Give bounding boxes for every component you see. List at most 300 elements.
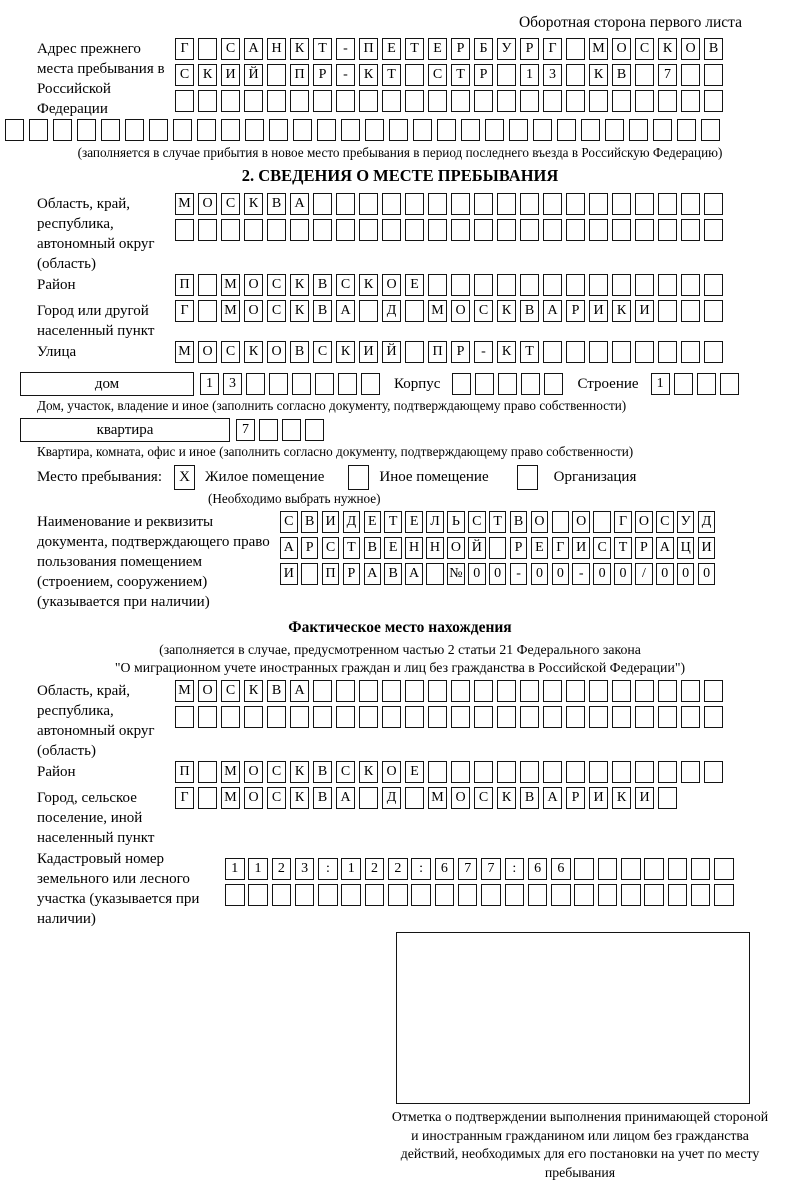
- char-cell: -: [572, 563, 590, 585]
- char-cell: В: [267, 680, 286, 702]
- char-cell: №: [447, 563, 465, 585]
- char-cell: М: [175, 193, 194, 215]
- char-cell: О: [635, 511, 653, 533]
- char-cell: [290, 706, 309, 728]
- char-cell-row: [175, 787, 677, 809]
- char-cell: И: [635, 787, 654, 809]
- char-cell: С: [267, 300, 286, 322]
- actual-region-field: [37, 680, 800, 761]
- char-cell: [551, 884, 571, 906]
- char-cell: 0: [593, 563, 611, 585]
- char-cell: 6: [551, 858, 571, 880]
- char-cell: О: [382, 761, 401, 783]
- char-cell: [413, 119, 432, 141]
- char-cell-row: [175, 680, 723, 702]
- char-cell: У: [497, 38, 516, 60]
- char-cell: [704, 680, 723, 702]
- char-cell: [543, 219, 562, 241]
- char-cell: [589, 274, 608, 296]
- char-cell: [635, 219, 654, 241]
- char-cell: [336, 90, 355, 112]
- char-cell: [336, 706, 355, 728]
- char-cell: :: [505, 858, 525, 880]
- char-cell: [635, 761, 654, 783]
- char-cell: [612, 761, 631, 783]
- char-cell: А: [656, 537, 674, 559]
- char-cell-row: [175, 274, 723, 296]
- char-cell: М: [221, 761, 240, 783]
- char-cell: [566, 706, 585, 728]
- char-cell: К: [359, 761, 378, 783]
- char-cell: [474, 706, 493, 728]
- char-cell: [704, 341, 723, 363]
- char-cell: К: [198, 64, 217, 86]
- char-cell: У: [677, 511, 695, 533]
- char-cell: [593, 511, 611, 533]
- char-cell: Н: [267, 38, 286, 60]
- char-cell: [543, 341, 562, 363]
- char-cell: [359, 90, 378, 112]
- actual-region-rows: [175, 680, 723, 732]
- char-cell: И: [359, 341, 378, 363]
- char-cell: [497, 193, 516, 215]
- char-cell: [428, 761, 447, 783]
- char-cell: [411, 884, 431, 906]
- char-cell: О: [198, 341, 217, 363]
- char-cell-row: [175, 300, 723, 322]
- char-cell: [245, 119, 264, 141]
- char-cell: [704, 761, 723, 783]
- char-cell-row: [280, 563, 715, 585]
- char-cell: [428, 274, 447, 296]
- char-cell: [435, 884, 455, 906]
- char-cell: 7: [481, 858, 501, 880]
- char-cell: 0: [468, 563, 486, 585]
- char-cell: С: [468, 511, 486, 533]
- char-cell: С: [656, 511, 674, 533]
- char-cell: [566, 761, 585, 783]
- char-cell: [704, 64, 723, 86]
- char-cell: [635, 274, 654, 296]
- cadastre-label: Кадастровый номер земельного или лесного участка (указывается при наличии): [37, 851, 200, 927]
- char-cell-row: [175, 761, 723, 783]
- char-cell: Т: [614, 537, 632, 559]
- char-cell: К: [612, 300, 631, 322]
- char-cell: [566, 274, 585, 296]
- char-cell: К: [244, 341, 263, 363]
- char-cell: [629, 119, 648, 141]
- house-row: [20, 372, 800, 396]
- char-cell: [704, 706, 723, 728]
- char-cell: [589, 341, 608, 363]
- char-cell: [481, 884, 501, 906]
- char-cell: [198, 38, 217, 60]
- char-cell: 1: [248, 858, 268, 880]
- char-cell: [101, 119, 120, 141]
- prev-address-field: [37, 38, 800, 119]
- confirmation-stamp-caption: Отметка о подтверждении выполнения принимающей стороной и иностранным гражданином или лицом без гражданства действий, необходимых для его постановки на учет по месту пребывания: [391, 1109, 769, 1180]
- option-organization-label: Организация: [553, 469, 637, 485]
- char-cell: [543, 680, 562, 702]
- confirmation-stamp-box: [396, 932, 750, 1104]
- char-cell: А: [336, 787, 355, 809]
- char-cell: С: [474, 300, 493, 322]
- char-cell: [520, 680, 539, 702]
- char-cell: С: [474, 787, 493, 809]
- char-cell: [474, 680, 493, 702]
- cadastre-rows: [225, 848, 734, 910]
- char-cell: 1: [520, 64, 539, 86]
- char-cell: 1: [341, 858, 361, 880]
- char-cell: [498, 373, 517, 395]
- char-cell: К: [589, 64, 608, 86]
- char-cell: [244, 90, 263, 112]
- char-cell: [301, 563, 319, 585]
- char-cell: [313, 706, 332, 728]
- char-cell: Г: [614, 511, 632, 533]
- char-cell: О: [572, 511, 590, 533]
- prev-address-label: Адрес прежнего места пребывания в Российской Федерации: [37, 41, 165, 117]
- char-cell: О: [451, 787, 470, 809]
- char-cell: [451, 274, 470, 296]
- stay-place-row: [37, 465, 800, 490]
- char-cell: [543, 761, 562, 783]
- house-box-label: дом: [20, 372, 194, 396]
- char-cell: С: [175, 64, 194, 86]
- char-cell: [653, 119, 672, 141]
- char-cell: К: [497, 787, 516, 809]
- char-cell: С: [593, 537, 611, 559]
- char-cell: [29, 119, 48, 141]
- char-cell: -: [474, 341, 493, 363]
- char-cell: :: [318, 858, 338, 880]
- char-cell: [313, 680, 332, 702]
- char-cell: С: [280, 511, 298, 533]
- char-cell: [359, 300, 378, 322]
- char-cell: [359, 680, 378, 702]
- char-cell: [533, 119, 552, 141]
- char-cell: Р: [451, 38, 470, 60]
- char-cell: 0: [614, 563, 632, 585]
- char-cell: [382, 219, 401, 241]
- char-cell: [497, 680, 516, 702]
- document-rows: [280, 511, 715, 589]
- char-cell: [475, 373, 494, 395]
- char-cell: [474, 761, 493, 783]
- char-cell: [405, 300, 424, 322]
- char-cell: 0: [489, 563, 507, 585]
- char-cell: О: [244, 761, 263, 783]
- char-cell: [428, 193, 447, 215]
- char-cell: К: [244, 680, 263, 702]
- char-cell: И: [221, 64, 240, 86]
- char-cell: [543, 193, 562, 215]
- region-label: Область, край, республика, автономный округ (область): [37, 196, 155, 272]
- char-cell: [405, 341, 424, 363]
- char-cell: Т: [489, 511, 507, 533]
- char-cell: :: [411, 858, 431, 880]
- char-cell: [658, 300, 677, 322]
- char-cell: [361, 373, 380, 395]
- char-cell: [581, 119, 600, 141]
- char-cell: [612, 706, 631, 728]
- char-cell: [566, 38, 585, 60]
- char-cell: [244, 219, 263, 241]
- char-cell: М: [221, 787, 240, 809]
- char-cell: [336, 193, 355, 215]
- char-cell: [674, 373, 693, 395]
- char-cell: [198, 300, 217, 322]
- char-cell: [677, 119, 696, 141]
- char-cell: [520, 274, 539, 296]
- char-cell: И: [698, 537, 716, 559]
- char-cell: [248, 884, 268, 906]
- char-cell: К: [658, 38, 677, 60]
- char-cell: [566, 341, 585, 363]
- char-cell: Е: [405, 761, 424, 783]
- char-cell: [428, 680, 447, 702]
- char-cell: [451, 761, 470, 783]
- char-cell: [566, 193, 585, 215]
- char-cell: [704, 300, 723, 322]
- actual-city-label: Город, сельское поселение, иной населенный пункт: [37, 790, 155, 846]
- char-cell: В: [612, 64, 631, 86]
- char-cell: О: [382, 274, 401, 296]
- district-label: Район: [37, 277, 76, 293]
- char-cell: [704, 219, 723, 241]
- char-cell: [53, 119, 72, 141]
- char-cell: [612, 193, 631, 215]
- char-cell: С: [221, 193, 240, 215]
- char-cell: В: [384, 563, 402, 585]
- char-cell-row: [175, 341, 723, 363]
- char-cell: 6: [435, 858, 455, 880]
- char-cell: 0: [552, 563, 570, 585]
- char-cell: К: [290, 300, 309, 322]
- checkbox-organization: [517, 465, 538, 490]
- char-cell: /: [635, 563, 653, 585]
- char-cell: [293, 119, 312, 141]
- char-cell: [474, 193, 493, 215]
- char-cell: [341, 119, 360, 141]
- char-cell: [282, 419, 301, 441]
- char-cell: [198, 274, 217, 296]
- char-cell: [658, 787, 677, 809]
- char-cell: А: [543, 787, 562, 809]
- char-cell: [681, 90, 700, 112]
- char-cell: Д: [382, 300, 401, 322]
- document-label: Наименование и реквизиты документа, подтверждающего право пользования помещением (строением, сооружением) (указывается при наличии): [37, 514, 270, 610]
- char-cell: [359, 219, 378, 241]
- char-cell: 0: [656, 563, 674, 585]
- char-cell: И: [322, 511, 340, 533]
- actual-district-field: [37, 761, 800, 787]
- char-cell: [714, 884, 734, 906]
- char-cell: [267, 706, 286, 728]
- stay-place-label: Место пребывания:: [37, 469, 162, 485]
- char-cell: [497, 64, 516, 86]
- char-cell: К: [497, 341, 516, 363]
- char-cell: О: [447, 537, 465, 559]
- char-cell: [451, 219, 470, 241]
- city-label: Город или другой населенный пункт: [37, 303, 155, 339]
- char-cell: Т: [405, 38, 424, 60]
- char-cell: [458, 884, 478, 906]
- char-cell: [528, 884, 548, 906]
- char-cell: Е: [384, 537, 402, 559]
- char-cell: [244, 706, 263, 728]
- char-cell: [451, 706, 470, 728]
- char-cell: [451, 680, 470, 702]
- char-cell: С: [267, 274, 286, 296]
- char-cell: [489, 537, 507, 559]
- char-cell: [497, 761, 516, 783]
- char-cell: [267, 90, 286, 112]
- char-cell-row: [280, 537, 715, 559]
- char-cell: [681, 680, 700, 702]
- char-cell: [658, 341, 677, 363]
- char-cell: 2: [272, 858, 292, 880]
- char-cell: М: [428, 787, 447, 809]
- char-cell: [295, 884, 315, 906]
- char-cell: Г: [175, 38, 194, 60]
- char-cell: [149, 119, 168, 141]
- char-cell-row: [175, 706, 723, 728]
- char-cell: [173, 119, 192, 141]
- char-cell: [543, 274, 562, 296]
- region-rows: [175, 193, 723, 245]
- option-other-premises-label: Иное помещение: [379, 469, 489, 485]
- actual-location-note-2: "О миграционном учете иностранных граждан и лиц без гражданства в Российской Федерации"): [114, 660, 686, 675]
- char-cell: Й: [468, 537, 486, 559]
- char-cell: [221, 119, 240, 141]
- char-cell: [681, 341, 700, 363]
- char-cell: П: [322, 563, 340, 585]
- apartment-box-label: квартира: [20, 418, 230, 442]
- char-cell: [336, 680, 355, 702]
- char-cell: О: [612, 38, 631, 60]
- char-cell-row: [225, 884, 734, 906]
- char-cell: [520, 219, 539, 241]
- char-cell: [451, 90, 470, 112]
- char-cell: [720, 373, 739, 395]
- char-cell: [474, 219, 493, 241]
- char-cell: -: [336, 64, 355, 86]
- char-cell: [520, 193, 539, 215]
- char-cell: [681, 274, 700, 296]
- char-cell: А: [543, 300, 562, 322]
- char-cell: [681, 219, 700, 241]
- char-cell: [305, 419, 324, 441]
- char-cell: [341, 884, 361, 906]
- char-cell: 3: [543, 64, 562, 86]
- char-cell: [520, 761, 539, 783]
- char-cell: С: [336, 761, 355, 783]
- char-cell: 0: [677, 563, 695, 585]
- char-cell: Р: [566, 787, 585, 809]
- char-cell: С: [267, 761, 286, 783]
- char-cell: Й: [244, 64, 263, 86]
- char-cell: Т: [313, 38, 332, 60]
- char-cell: В: [313, 787, 332, 809]
- char-cell: К: [290, 787, 309, 809]
- char-cell: [428, 219, 447, 241]
- char-cell: К: [290, 274, 309, 296]
- char-cell: [382, 90, 401, 112]
- char-cell-row: [280, 511, 715, 533]
- char-cell: А: [290, 193, 309, 215]
- char-cell: А: [280, 537, 298, 559]
- char-cell-row: [236, 419, 324, 441]
- char-cell: [428, 90, 447, 112]
- char-cell-row: [175, 219, 723, 241]
- char-cell: [175, 219, 194, 241]
- char-cell: [198, 787, 217, 809]
- char-cell: [267, 64, 286, 86]
- char-cell: [612, 680, 631, 702]
- char-cell: Р: [451, 341, 470, 363]
- char-cell: 2: [365, 858, 385, 880]
- char-cell: [269, 373, 288, 395]
- char-cell: [77, 119, 96, 141]
- char-cell: [246, 373, 265, 395]
- char-cell: [452, 373, 471, 395]
- char-cell: Д: [382, 787, 401, 809]
- char-cell: О: [198, 680, 217, 702]
- char-cell: [658, 761, 677, 783]
- char-cell: [497, 706, 516, 728]
- char-cell: 0: [698, 563, 716, 585]
- char-cell: [259, 419, 278, 441]
- prev-address-full-row: [5, 119, 800, 141]
- char-cell: К: [336, 341, 355, 363]
- char-cell: [521, 373, 540, 395]
- char-cell: Г: [175, 787, 194, 809]
- char-cell: [635, 341, 654, 363]
- char-cell: М: [175, 341, 194, 363]
- char-cell: П: [175, 761, 194, 783]
- char-cell: 7: [658, 64, 677, 86]
- street-field: [37, 341, 800, 367]
- char-cell: [175, 706, 194, 728]
- char-cell: [635, 90, 654, 112]
- char-cell: [497, 274, 516, 296]
- char-cell: А: [405, 563, 423, 585]
- char-cell: [644, 858, 664, 880]
- char-cell: К: [612, 787, 631, 809]
- char-cell: О: [244, 787, 263, 809]
- char-cell: И: [572, 537, 590, 559]
- char-cell: Р: [520, 38, 539, 60]
- char-cell: -: [510, 563, 528, 585]
- char-cell: С: [221, 680, 240, 702]
- char-cell-row: [452, 373, 563, 395]
- apartment-row: [20, 418, 800, 442]
- city-field: [37, 300, 800, 341]
- char-cell: [681, 300, 700, 322]
- char-cell: С: [221, 341, 240, 363]
- char-cell: [574, 858, 594, 880]
- char-cell: [197, 119, 216, 141]
- char-cell: [317, 119, 336, 141]
- char-cell-row: [651, 373, 739, 395]
- char-cell: В: [313, 300, 332, 322]
- char-cell: [405, 680, 424, 702]
- char-cell: [474, 90, 493, 112]
- char-cell: [520, 706, 539, 728]
- char-cell: [621, 858, 641, 880]
- char-cell: [175, 90, 194, 112]
